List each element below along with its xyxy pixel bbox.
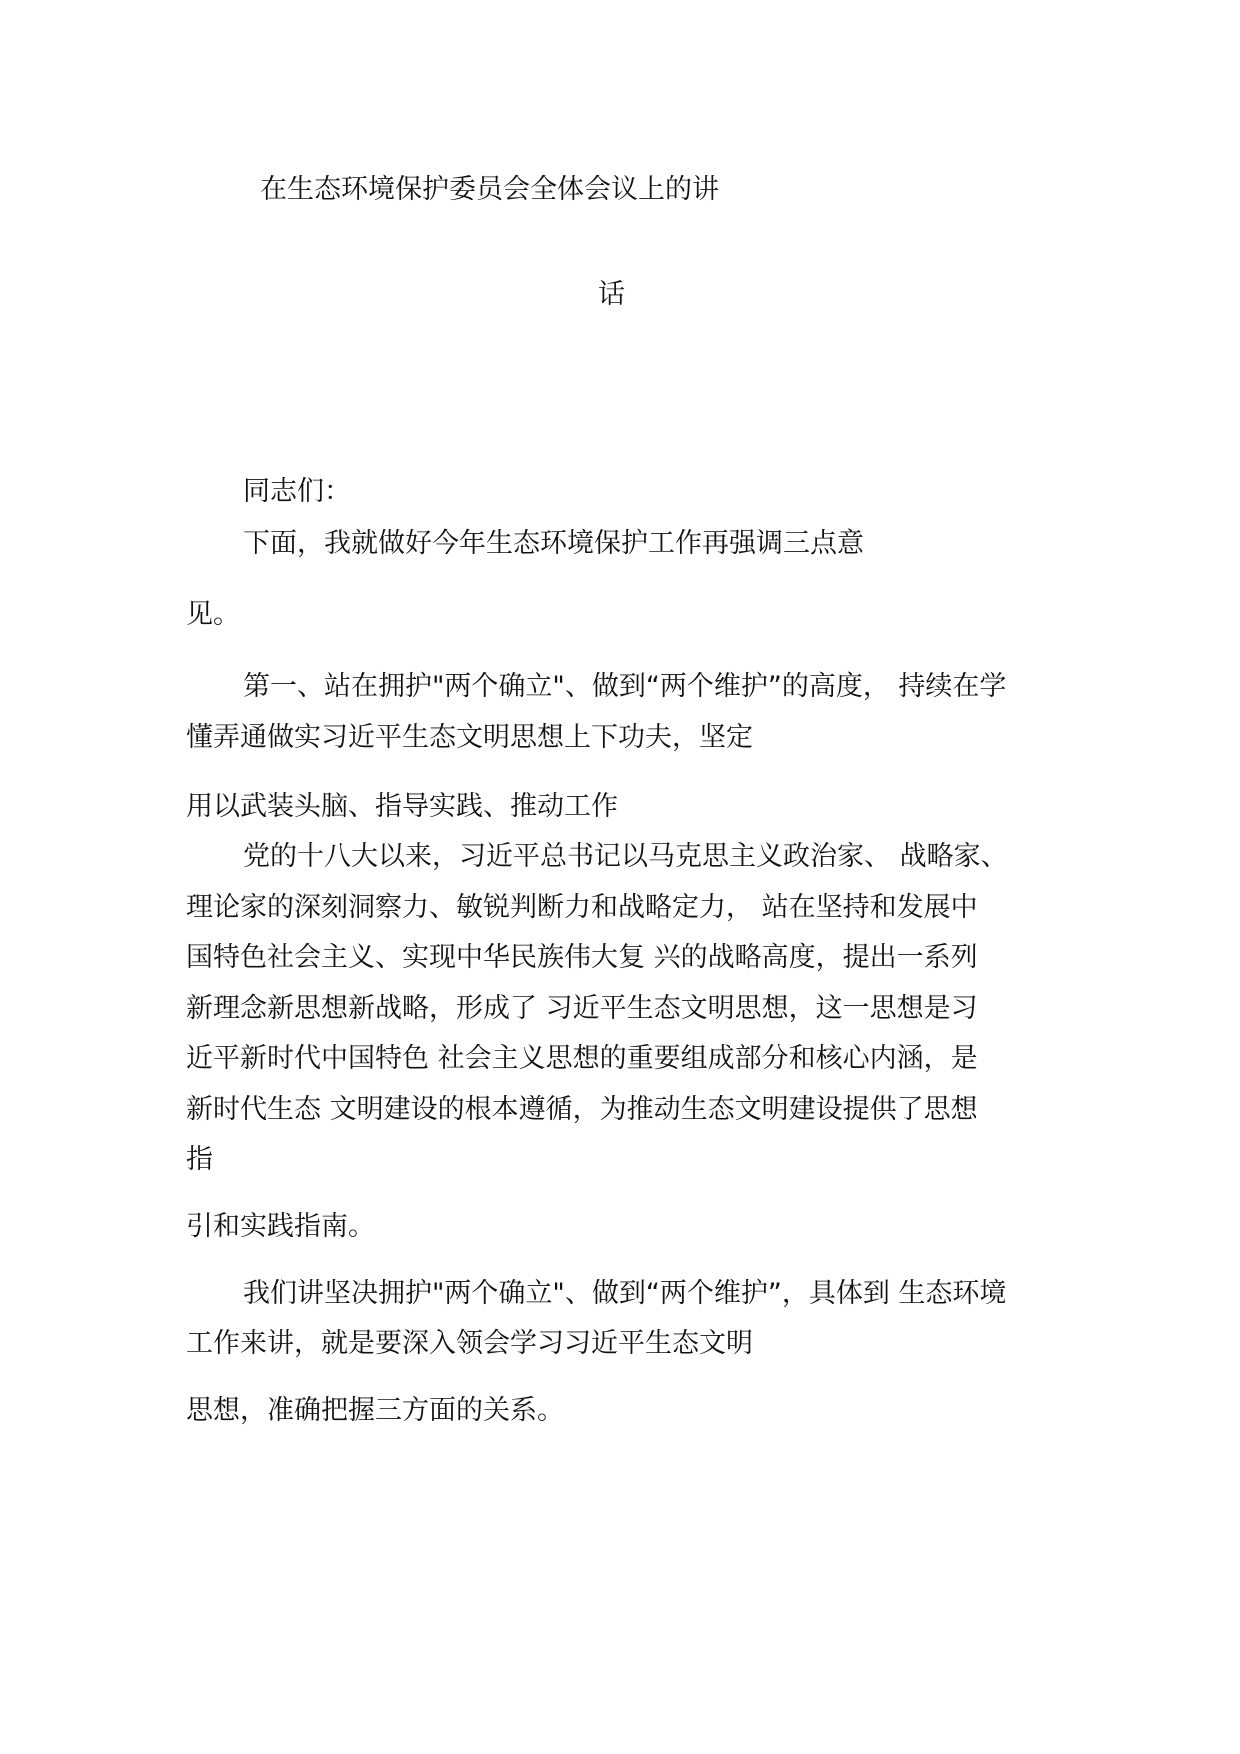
text-line: 新理念新思想新战略，形成了 习近平生态文明思想，这一思想是习	[186, 993, 978, 1024]
text-line: 指	[186, 1144, 213, 1175]
text-line: 下面，我就做好今年生态环境保护工作再强调三点意	[243, 528, 864, 559]
text-line: 用以武装头脑、指导实践、推动工作	[186, 791, 618, 822]
text-line: 党的十八大以来，习近平总书记以马克思主义政治家、 战略家、	[243, 841, 1008, 872]
text-line: 近平新时代中国特色 社会主义思想的重要组成部分和核心内涵，是	[186, 1043, 978, 1074]
text-line: 思想，准确把握三方面的关系。	[186, 1395, 564, 1426]
text-line: 国特色社会主义、实现中华民族伟大复 兴的战略高度，提出一系列	[186, 942, 978, 973]
text-line: 第一、站在拥护"两个确立"、做到“两个维护”的高度， 持续在学	[243, 671, 1007, 702]
document-title-line-1: 在生态环境保护委员会全体会议上的讲	[260, 174, 719, 205]
text-line: 引和实践指南。	[186, 1211, 375, 1242]
text-line: 见。	[186, 599, 240, 630]
document-title-line-2: 话	[598, 279, 625, 310]
text-line: 新时代生态 文明建设的根本遵循，为推动生态文明建设提供了思想	[186, 1094, 978, 1125]
text-line: 理论家的深刻洞察力、敏锐判断力和战略定力， 站在坚持和发展中	[186, 892, 978, 923]
text-line: 我们讲坚决拥护"两个确立"、做到“两个维护”，具体到 生态环境	[243, 1278, 1007, 1309]
text-line: 工作来讲，就是要深入领会学习习近平生态文明	[186, 1328, 753, 1359]
text-line: 同志们：	[243, 476, 351, 507]
text-line: 懂弄通做实习近平生态文明思想上下功夫，坚定	[186, 722, 753, 753]
